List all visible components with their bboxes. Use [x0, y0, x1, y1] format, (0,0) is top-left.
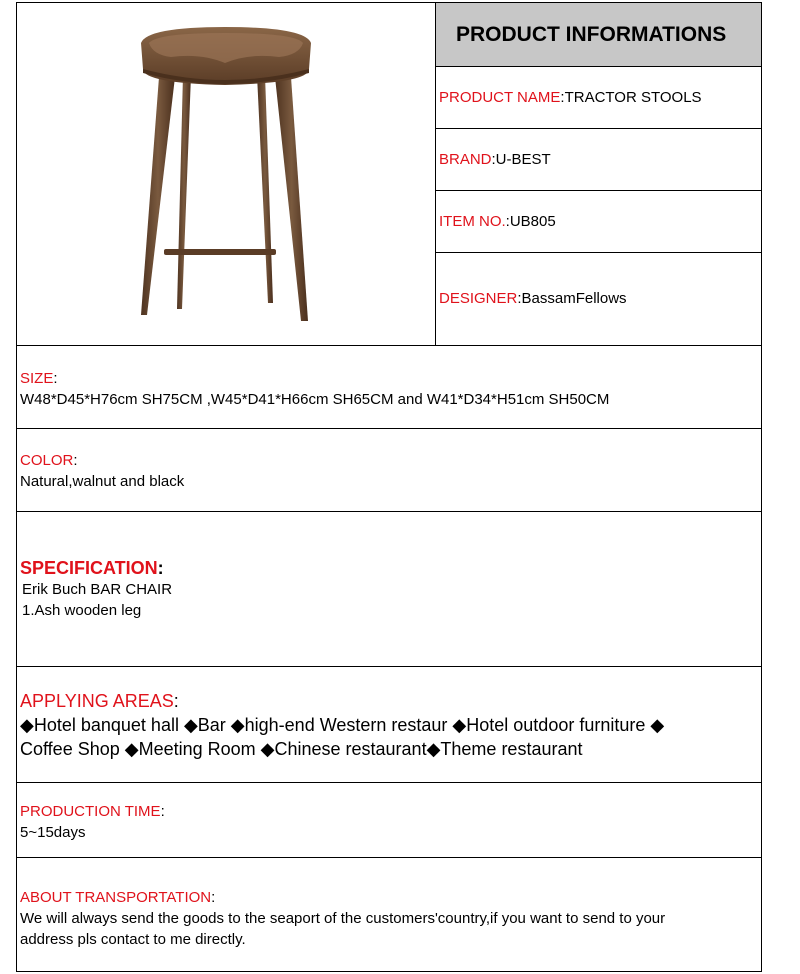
product-image-cell: [17, 3, 436, 345]
color-section: [17, 429, 761, 512]
designer-row: [436, 253, 761, 343]
transportation-label: ABOUT TRANSPORTATION: [20, 889, 212, 906]
bar-stool-image: [17, 3, 435, 345]
item-no-value: :UB805: [505, 213, 556, 230]
production-time-value: 5~15days: [20, 824, 86, 841]
specification-line-2: 1.Ash wooden leg: [22, 602, 142, 619]
product-name-label: PRODUCT NAME: [439, 89, 561, 106]
transportation-line-2: address pls contact to me directly.: [20, 931, 246, 948]
transportation-line-1: We will always send the goods to the seaport of the customers'country,if you want to send to your: [20, 910, 666, 927]
brand-label: BRAND: [439, 151, 492, 168]
product-name-value: :TRACTOR STOOLS: [560, 89, 702, 106]
production-time-section: [17, 783, 761, 858]
applying-areas-line-1: ◆Hotel banquet hall ◆Bar ◆high-end Western restaur ◆Hotel outdoor furniture ◆: [20, 715, 665, 735]
applying-areas-line-2: Coffee Shop ◆Meeting Room ◆Chinese restaurant◆Theme restaurant: [20, 739, 583, 759]
product-info-header: PRODUCT INFORMATIONS: [436, 3, 761, 67]
product-info-panel: [436, 3, 761, 345]
transportation-colon: :: [211, 889, 216, 906]
brand-row: [436, 129, 761, 191]
color-value: Natural,walnut and black: [20, 473, 185, 490]
size-colon: :: [53, 370, 58, 387]
applying-areas-section: [17, 667, 761, 783]
size-section: [17, 346, 761, 429]
production-time-label: PRODUCTION TIME: [20, 803, 161, 820]
product-sheet: [16, 2, 762, 972]
designer-value: :BassamFellows: [517, 290, 627, 307]
designer-label: DESIGNER: [439, 290, 518, 307]
top-section: [17, 3, 761, 346]
item-no-row: [436, 191, 761, 253]
transportation-section: [17, 858, 761, 971]
item-no-label: ITEM NO.: [439, 213, 506, 230]
applying-areas-colon: :: [173, 691, 179, 711]
specification-label: SPECIFICATION: [20, 558, 158, 578]
brand-value: :U-BEST: [491, 151, 551, 168]
size-label: SIZE: [20, 370, 54, 387]
specification-colon: :: [157, 558, 164, 578]
product-name-row: [436, 67, 761, 129]
size-value: W48*D45*H76cm SH75CM ,W45*D41*H66cm SH65CM and W41*D34*H51cm SH50CM: [20, 391, 610, 408]
production-time-colon: :: [160, 803, 165, 820]
applying-areas-label: APPLYING AREAS: [20, 691, 174, 711]
color-colon: :: [73, 452, 78, 469]
color-label: COLOR: [20, 452, 74, 469]
specification-section: [17, 512, 761, 667]
specification-line-1: Erik Buch BAR CHAIR: [22, 581, 173, 598]
